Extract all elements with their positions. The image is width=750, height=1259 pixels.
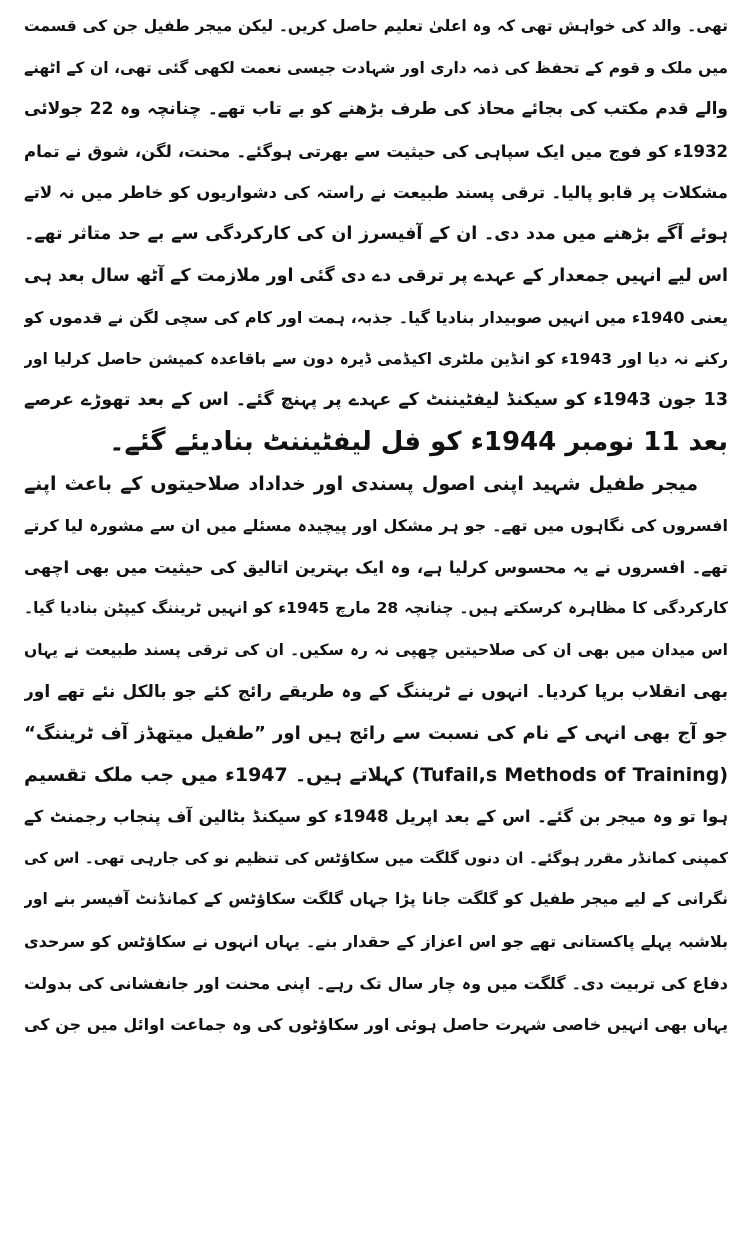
text-line: ہوا تو وہ میجر بن گئے۔ اس کے بعد اپریل 1948ء کو سیکنڈ بٹالین آف پنجاب رجمنٹ کے [24, 807, 728, 827]
text-line: کمپنی کمانڈر مقرر ہوگئے۔ ان دنوں گلگت میں سکاؤٹس کی تنظیم نو کی جارہی تھی۔ اس کی [24, 848, 728, 867]
text-line: کارکردگی کا مظاہرہ کرسکتے ہیں۔ چنانچہ 28 مارچ 1945ء کو انہیں ٹریننگ کیپٹن بنادیا گیا۔ [24, 599, 728, 618]
text-line: 13 جون 1943ء کو سیکنڈ لیفٹیننٹ کے عہدے پر پہنچ گئے۔ اس کے بعد تھوڑے عرصے [24, 390, 728, 411]
text-line: (Tufail,s Methods of Training) کہلاتے ہیں۔ 1947ء میں جب ملک تقسیم [24, 763, 728, 786]
text-line: بلاشبہ پہلے پاکستانی تھے جو اس اعزاز کے حقدار بنے۔ یہاں انہوں نے سکاؤٹس کو سرحدی [24, 932, 728, 952]
text-line: دفاع کی تربیت دی۔ گلگت میں وہ چار سال تک رہے۔ اپنی محنت اور جانفشانی کی بدولت [24, 973, 728, 993]
text-line: یہاں بھی انہیں خاصی شہرت حاصل ہوئی اور سکاؤٹوں کی وہ جماعت اوائل میں جن کی [24, 1015, 728, 1035]
paragraph-first-line: میجر طفیل شہید اپنی اصول پسندی اور خداداد صلاحیتوں کے باعث اپنے [24, 472, 698, 495]
text-line: بعد 11 نومبر 1944ء کو فل لیفٹیننٹ بنادیئے گئے۔ [109, 426, 728, 457]
text-line: نگرانی کے لیے میجر طفیل کو گلگت جانا پڑا جہاں گلگت سکاؤٹس کے کمانڈنٹ آفیسر بنے اور [24, 890, 728, 909]
text-line: 1932ء کو فوج میں ایک سپاہی کی حیثیت سے بھرتی ہوگئے۔ محنت، لگن، شوق نے تمام [24, 141, 728, 161]
text-line: میں ملک و قوم کے تحفظ کی ذمہ داری اور شہادت جیسی نعمت لکھی گئی تھی، ان کے اٹھنے [24, 58, 728, 77]
text-line: مشکلات پر قابو پالیا۔ ترقی پسند طبیعت نے راستہ کی دشواریوں کو خاطر میں نہ لاتے [24, 183, 728, 203]
text-line: ہوئے آگے بڑھنے میں مدد دی۔ ان کے آفیسرز ان کی کارکردگی سے بے حد متاثر تھے۔ [24, 223, 728, 244]
text-line: جو آج بھی انہی کے نام کی نسبت سے رائج ہیں اور ”طفیل میتھڈز آف ٹریننگ“ [24, 723, 728, 745]
text-line: والے قدم مکتب کی بجائے محاذ کی طرف بڑھنے کو بے تاب تھے۔ چنانچہ وہ 22 جولائی [24, 99, 728, 120]
text-line: تھے۔ افسروں نے یہ محسوس کرلیا ہے، وہ ایک بہترین اتالیق کی حیثیت میں بھی اچھی [24, 557, 728, 577]
text-line: یعنی 1940ء میں انہیں صوبیدار بنادیا گیا۔ جذبہ، ہمت اور کام کی سچی لگن نے قدموں کو [24, 308, 728, 328]
text-line: افسروں کی نگاہوں میں تھے۔ جو ہر مشکل اور پیچیدہ مسئلے میں ان سے مشورہ لیا کرتے [24, 516, 728, 536]
text-line: رکنے نہ دیا اور 1943ء کو انڈین ملٹری اکیڈمی ڈیرہ دون سے باقاعدہ کمیشن حاصل کرلیا اور [24, 349, 728, 368]
text-line: تھی۔ والد کی خواہش تھی کہ وہ اعلیٰ تعلیم حاصل کریں۔ لیکن میجر طفیل جن کی قسمت [24, 17, 728, 35]
document-page [24, 6, 728, 1256]
text-line: اس لیے انہیں جمعدار کے عہدے پر ترقی دے دی گئی اور ملازمت کے آٹھ سال بعد ہی [24, 265, 728, 286]
text-line: اس میدان میں بھی ان کی صلاحیتیں چھپی نہ رہ سکیں۔ ان کی ترقی پسند طبیعت نے یہاں [24, 640, 728, 659]
text-line: بھی انقلاب برپا کردیا۔ انہوں نے ٹریننگ کے وہ طریقے رائج کئے جو بالکل نئے تھے اور [24, 681, 728, 702]
